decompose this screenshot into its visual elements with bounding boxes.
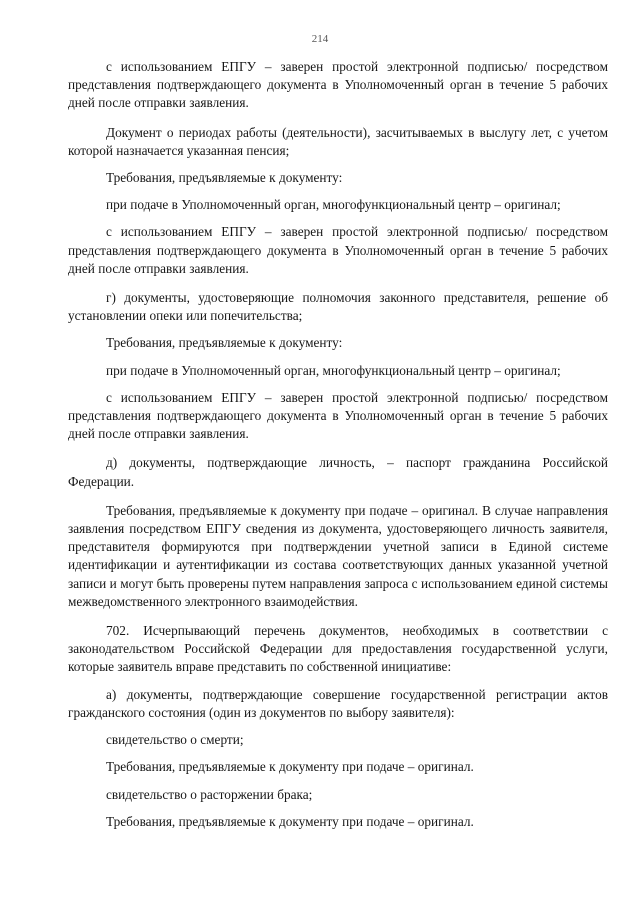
paragraph-epgu-signature-2: с использованием ЕПГУ – заверен простой электронной подписью/ посредством представления подтверждающего документа в Уполномоченный орган в течение 5 рабочих дней после отправки заявления.	[68, 224, 608, 276]
paragraph-epgu-signature-1: с использованием ЕПГУ – заверен простой электронной подписью/ посредством представления подтверждающего документа в Уполномоченный орган в течение 5 рабочих дней после отправки заявления.	[68, 59, 608, 111]
paragraph-epgu-signature-3: с использованием ЕПГУ – заверен простой электронной подписью/ посредством представления подтверждающего документа в Уполномоченный орган в течение 5 рабочих дней после отправки заявления.	[68, 389, 608, 442]
paragraph-requirements-1: Требования, предъявляемые к документу:	[106, 170, 343, 186]
paragraph-identity-documents: д) документы, подтверждающие личность, – паспорт гражданина Российской Федерации.	[68, 455, 608, 489]
page-number: 214	[311, 33, 329, 45]
paragraph-identity-requirements: Требования, предъявляемые к документу при подаче – оригинал. В случае направления заявления посредством ЕПГУ сведения из документа, удостоверяющего личность заявителя, представителя формируются при подтверждении учетной записи в Единой системе идентификации и аутентификации из состава соответствующих данных указанной учетной записи и могут быть проверены путем направления запроса с использованием единой системы межведомственного электронного взаимодействия.	[68, 502, 608, 609]
paragraph-divorce-certificate: свидетельство о расторжении брака;	[106, 786, 313, 802]
paragraph-death-certificate: свидетельство о смерти;	[106, 732, 244, 748]
paragraph-requirements-3: Требования, предъявляемые к документу при подаче – оригинал.	[106, 759, 474, 775]
paragraph-work-periods-document: Документ о периодах работы (деятельности), засчитываемых в выслугу лет, с учетом которой назначается указанная пенсия;	[68, 124, 608, 158]
paragraph-702-exhaustive-list: 702. Исчерпывающий перечень документов, необходимых в соответствии с законодательством Российской Федерации для предоставления государственной услуги, которые заявитель вправе представить по собственной инициативе:	[68, 623, 608, 675]
paragraph-requirements-2: Требования, предъявляемые к документу:	[106, 335, 343, 351]
paragraph-requirements-4: Требования, предъявляемые к документу при подаче – оригинал.	[106, 813, 474, 829]
paragraph-original-1: при подаче в Уполномоченный орган, многофункциональный центр – оригинал;	[106, 197, 561, 213]
paragraph-original-2: при подаче в Уполномоченный орган, многофункциональный центр – оригинал;	[106, 362, 561, 378]
document-body	[68, 58, 608, 840]
paragraph-civil-registration-acts: а) документы, подтверждающие совершение государственной регистрации актов гражданского состояния (один из документов по выбору заявителя):	[68, 686, 608, 720]
paragraph-representative-authority: г) документы, удостоверяющие полномочия законного представителя, решение об установлении опеки или попечительства;	[68, 290, 608, 324]
